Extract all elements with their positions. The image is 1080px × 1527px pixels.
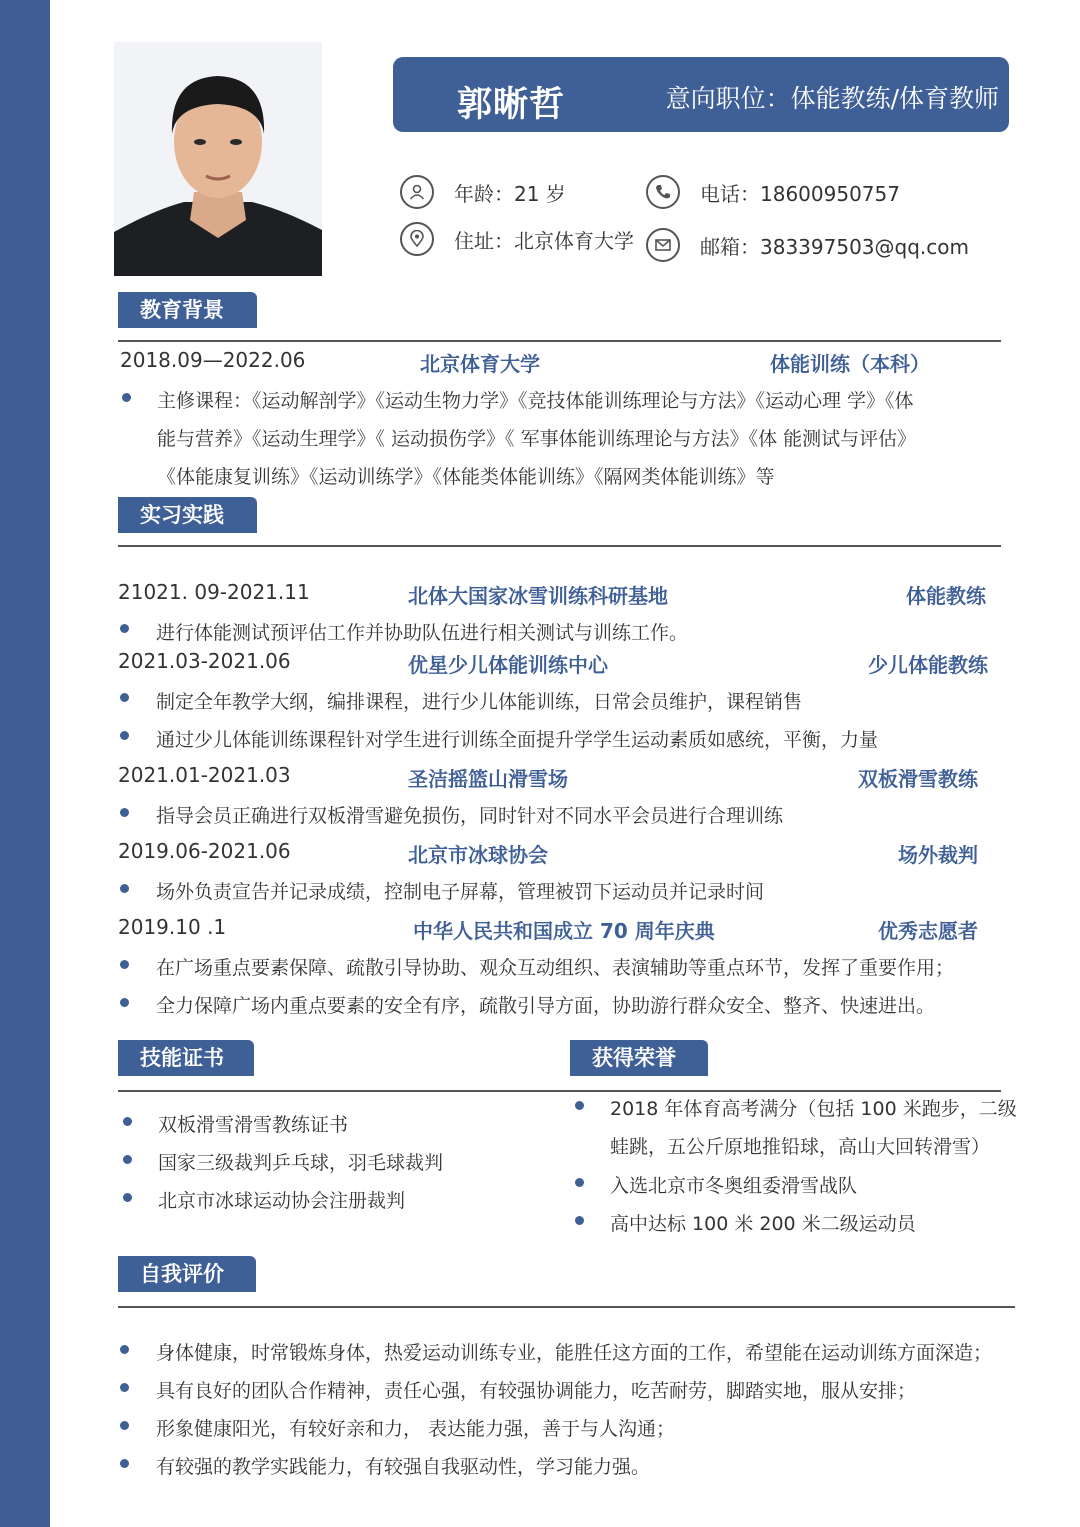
- bullet-icon: [120, 693, 129, 702]
- education-date: 2018.09—2022.06: [120, 348, 306, 372]
- section-education-title: 教育背景: [118, 292, 257, 328]
- email-info: [646, 228, 969, 262]
- location-pin-icon: [400, 222, 434, 256]
- section-divider: [118, 1306, 1015, 1308]
- course-line: 《体能康复训练》《运动训练学》《体能类体能训练》《隔网类体能训练》等: [157, 466, 775, 488]
- phone-info: [646, 175, 900, 209]
- phone-icon: [646, 175, 680, 209]
- honor-line: 蛙跳，五公斤原地推铅球，高山大回转滑雪）: [610, 1136, 991, 1158]
- practice-role: 优秀志愿者: [878, 919, 978, 943]
- bullet-icon: [122, 393, 131, 402]
- course-line: 主修课程：《运动解剖学》《运动生物力学》《竞技体能训练理论与方法》《运动心理 学》《体: [157, 390, 914, 412]
- bullet-icon: [123, 1193, 132, 1202]
- bullet-icon: [575, 1178, 584, 1187]
- practice-role: 体能教练: [906, 584, 986, 608]
- bullet-icon: [123, 1155, 132, 1164]
- section-honors-title: 获得荣誉: [570, 1040, 708, 1076]
- age-text: 年龄：21 岁: [454, 181, 566, 206]
- practice-item: 制定全年教学大纲，编排课程，进行少儿体能训练，日常会员维护，课程销售: [156, 691, 803, 713]
- practice-org: 优星少儿体能训练中心: [408, 653, 608, 677]
- bullet-icon: [120, 731, 129, 740]
- practice-item: 通过少儿体能训练课程针对学生进行训练全面提升学学生运动素质如感统，平衡，力量: [156, 729, 879, 751]
- practice-role: 双板滑雪教练: [858, 767, 978, 791]
- self-item: 有较强的教学实践能力，有较强自我驱动性，学习能力强。: [156, 1456, 651, 1478]
- bullet-icon: [120, 960, 129, 969]
- practice-date: 2021.03-2021.06: [118, 649, 291, 673]
- education-school: 北京体育大学: [420, 352, 540, 376]
- address-text: 住址：北京体育大学: [454, 228, 634, 253]
- candidate-name: 郭晰哲: [457, 85, 566, 125]
- course-line: 能与营养》《运动生理学》《 运动损伤学》《 军事体能训练理论与方法》《体 能测试与评估》: [157, 428, 917, 450]
- person-icon: [400, 175, 434, 209]
- bullet-icon: [120, 998, 129, 1007]
- practice-date: 2021.01-2021.03: [118, 763, 291, 787]
- practice-role: 少儿体能教练: [868, 653, 988, 677]
- bullet-icon: [120, 1421, 129, 1430]
- practice-date: 2019.06-2021.06: [118, 839, 291, 863]
- section-divider: [118, 340, 1001, 342]
- bullet-icon: [120, 808, 129, 817]
- bullet-icon: [120, 1383, 129, 1392]
- practice-item: 在广场重点要素保障、疏散引导协助、观众互动组织、表演辅助等重点环节，发挥了重要作用；: [156, 957, 955, 979]
- bullet-icon: [120, 1459, 129, 1468]
- bullet-icon: [120, 884, 129, 893]
- education-major: 体能训练（本科）: [770, 352, 930, 376]
- mail-icon: [646, 228, 680, 262]
- address-info: [400, 222, 634, 256]
- skill-item: 国家三级裁判乒乓球，羽毛球裁判: [158, 1152, 444, 1174]
- skill-item: 双板滑雪滑雪教练证书: [158, 1114, 349, 1136]
- self-item: 身体健康，时常锻炼身体，热爱运动训练专业，能胜任这方面的工作，希望能在运动训练方面深造；: [156, 1342, 993, 1364]
- practice-date: 21021. 09-2021.11: [118, 580, 310, 604]
- honor-line: 高中达标 100 米 200 米二级运动员: [610, 1213, 916, 1235]
- self-item: 具有良好的团队合作精神，责任心强，有较强协调能力，吃苦耐劳，脚踏实地，服从安排；: [156, 1380, 917, 1402]
- practice-item: 场外负责宣告并记录成绩，控制电子屏幕，管理被罚下运动员并记录时间: [156, 881, 765, 903]
- practice-org: 北体大国家冰雪训练科研基地: [408, 584, 668, 608]
- name-banner: [393, 57, 1009, 132]
- section-divider: [118, 545, 1001, 547]
- practice-role: 场外裁判: [898, 843, 978, 867]
- bullet-icon: [575, 1101, 584, 1110]
- profile-photo: [114, 42, 322, 276]
- honor-line: 2018 年体育高考满分（包括 100 米跑步，二级: [610, 1098, 1017, 1120]
- self-item: 形象健康阳光，有较好亲和力， 表达能力强，善于与人沟通；: [156, 1418, 676, 1440]
- section-practice-title: 实习实践: [118, 497, 257, 533]
- left-accent-bar: [0, 0, 50, 1527]
- age-info: [400, 175, 566, 209]
- practice-item: 进行体能测试预评估工作并协助队伍进行相关测试与训练工作。: [156, 622, 689, 644]
- section-divider: [118, 1090, 1001, 1092]
- target-position: 意向职位：体能教练/体育教师: [665, 84, 999, 113]
- bullet-icon: [575, 1216, 584, 1225]
- practice-org: 圣洁摇篮山滑雪场: [408, 767, 568, 791]
- practice-item: 全力保障广场内重点要素的安全有序，疏散引导方面，协助游行群众安全、整齐、快速进出。: [156, 995, 936, 1017]
- bullet-icon: [123, 1117, 132, 1126]
- bullet-icon: [120, 1345, 129, 1354]
- practice-date: 2019.10 .1: [118, 915, 227, 939]
- section-skills-title: 技能证书: [118, 1040, 254, 1076]
- practice-item: 指导会员正确进行双板滑雪避免损伤，同时针对不同水平会员进行合理训练: [156, 805, 784, 827]
- email-text: 邮箱：383397503@qq.com: [700, 234, 969, 259]
- practice-org: 中华人民共和国成立 70 周年庆典: [413, 919, 715, 943]
- skill-item: 北京市冰球运动协会注册裁判: [158, 1190, 406, 1212]
- section-self-title: 自我评价: [118, 1256, 256, 1292]
- practice-org: 北京市冰球协会: [408, 843, 548, 867]
- bullet-icon: [120, 624, 129, 633]
- honor-line: 入选北京市冬奥组委滑雪战队: [610, 1175, 858, 1197]
- phone-text: 电话：18600950757: [700, 181, 900, 206]
